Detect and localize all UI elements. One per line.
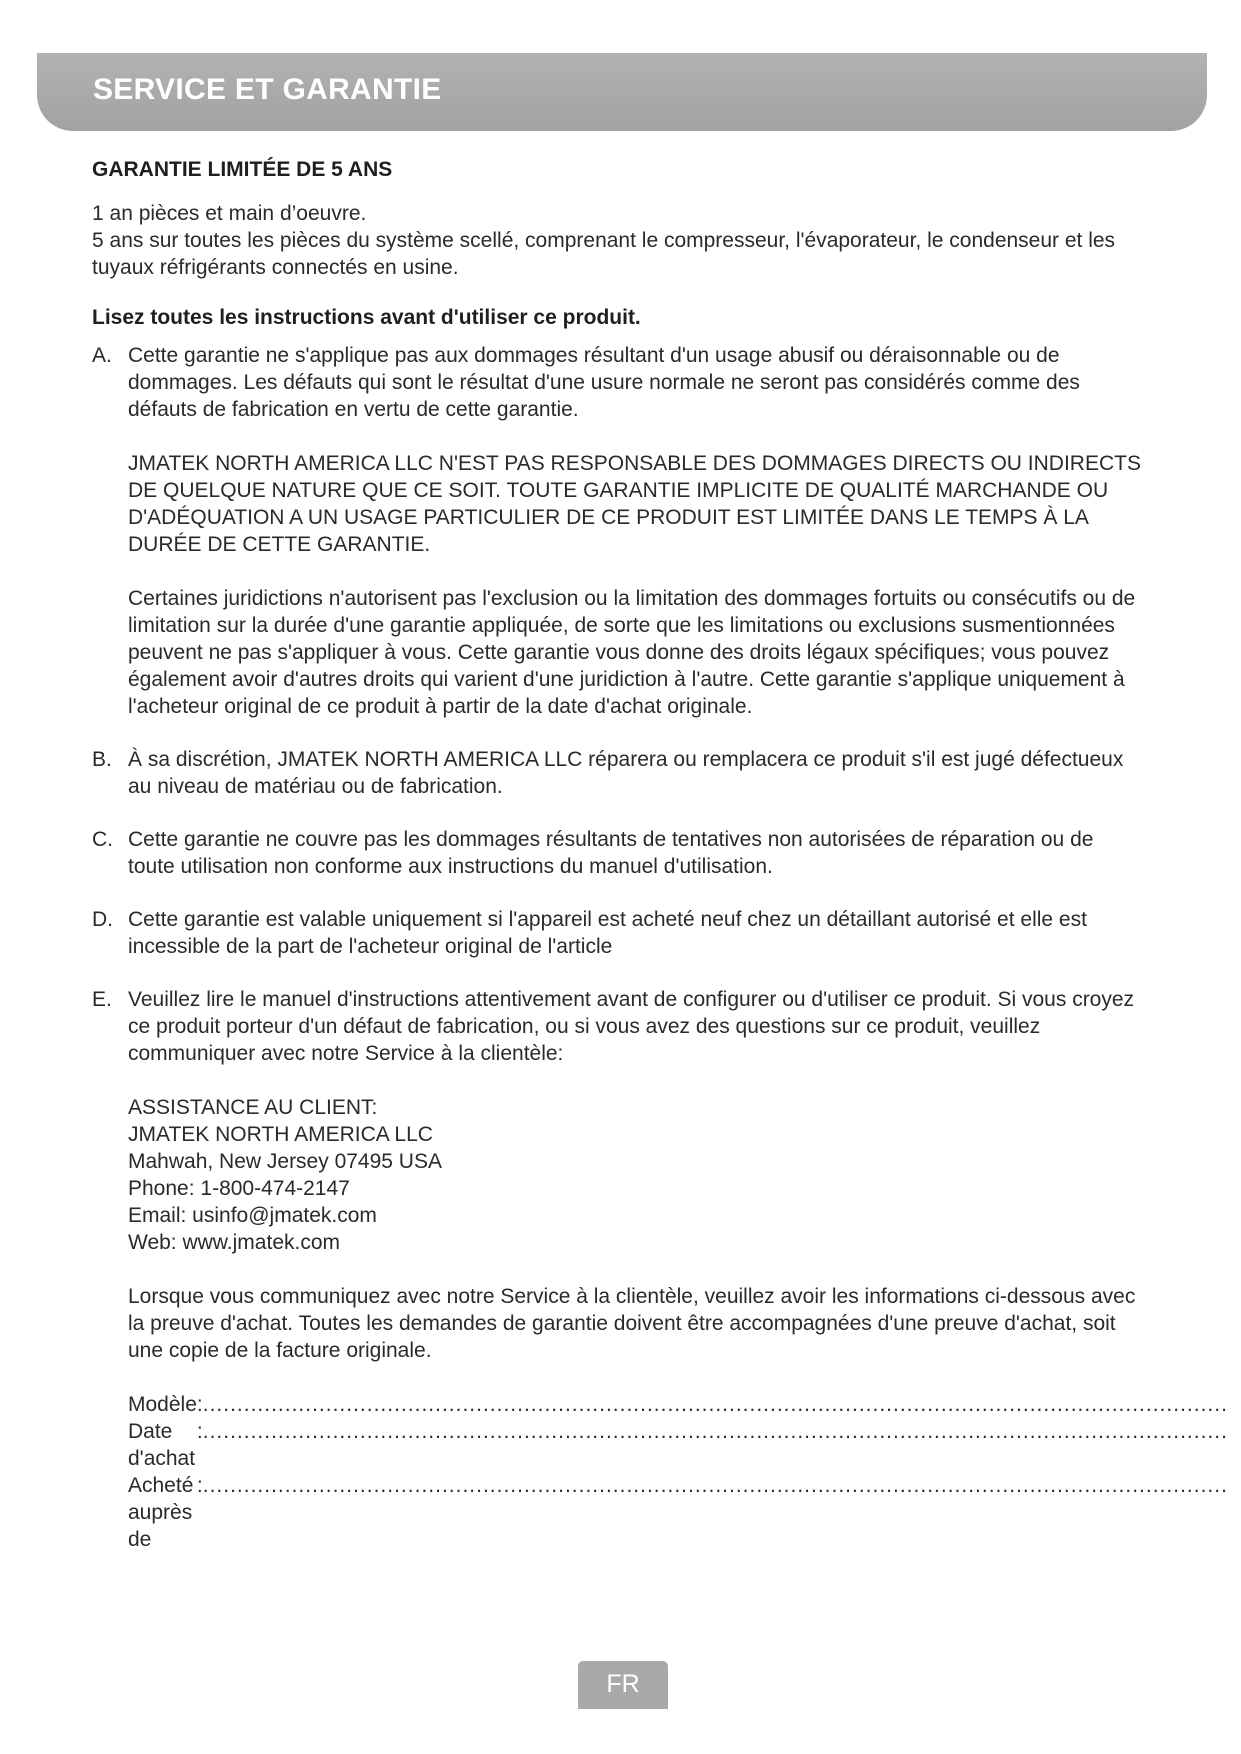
clause-letter: D.	[92, 908, 113, 931]
clause-d	[92, 906, 1142, 960]
clause-letter: E.	[92, 988, 112, 1011]
clause-paragraph: Veuillez lire le manuel d'instructions attentivement avant de configurer ou d'utiliser ce produit. Si vous croyez ce produit porteur d'un défaut de fabrication, ou si vous avez des questions sur ce produit, veuillez communiquer avec notre Service à la clientèle:	[128, 988, 1135, 1065]
purchase-info-form	[128, 1391, 1228, 1553]
clause-closing-paragraph: Lorsque vous communiquez avec notre Service à la clientèle, veuillez avoir les informations ci-dessous avec la preuve d'achat. Toutes les demandes de garantie doivent être accompagnées d'une preuve d'achat, soit une copie de la facture originale.	[128, 1285, 1136, 1362]
language-tab: FR	[578, 1661, 668, 1709]
form-fill-line-purchase-date: ......................................................................................................................................................	[202, 1420, 1228, 1443]
customer-contact-block	[128, 1094, 1142, 1256]
intro-sealed-system: 5 ans sur toutes les pièces du système scellé, comprenant le compresseur, l'évaporateur, le condenseur et les tuyaux réfrigérants connectés en usine.	[92, 229, 1116, 279]
clause-letter: B.	[92, 748, 112, 771]
form-row-purchase-date	[128, 1418, 1228, 1472]
clause-b	[92, 746, 1142, 800]
section-title: GARANTIE LIMITÉE DE 5 ANS	[92, 158, 393, 181]
contact-company: JMATEK NORTH AMERICA LLC	[128, 1123, 433, 1146]
form-fill-line-retailer: ......................................................................................................................................................	[202, 1474, 1228, 1497]
clause-paragraph: Cette garantie ne couvre pas les dommages résultants de tentatives non autorisées de réparation ou de toute utilisation non conforme aux instructions du manuel d'utilisation.	[128, 828, 1094, 878]
warranty-intro	[92, 200, 1142, 281]
form-label-purchase-date: Date d'achat	[128, 1420, 196, 1470]
contact-email: Email: usinfo@jmatek.com	[128, 1204, 377, 1227]
read-instructions-notice: Lisez toutes les instructions avant d'utiliser ce produit.	[92, 306, 641, 329]
form-label-retailer: Acheté auprès de	[128, 1474, 194, 1551]
contact-phone: Phone: 1-800-474-2147	[128, 1177, 350, 1200]
header-bar	[37, 53, 1207, 131]
form-label-model: Modèle	[128, 1393, 197, 1416]
contact-address: Mahwah, New Jersey 07495 USA	[128, 1150, 442, 1173]
contact-heading: ASSISTANCE AU CLIENT:	[128, 1096, 378, 1119]
clause-a	[92, 342, 1142, 720]
clause-e	[92, 986, 1228, 1553]
form-colon: :	[196, 1420, 203, 1443]
form-fill-line-model: ......................................................................................................................................................	[202, 1393, 1228, 1416]
clause-paragraph: À sa discrétion, JMATEK NORTH AMERICA LLC réparera ou remplacera ce produit s'il est jugé défectueux au niveau de matériau ou de fabrication.	[128, 748, 1124, 798]
form-row-retailer	[128, 1472, 1228, 1553]
clause-paragraph: Cette garantie est valable uniquement si l'appareil est acheté neuf chez un détaillant autorisé et elle est incessible de la part de l'acheteur original de l'article	[128, 908, 1087, 958]
form-row-model	[128, 1391, 1228, 1418]
warranty-content	[92, 158, 1228, 1579]
form-colon: :	[196, 1393, 203, 1416]
clause-letter: A.	[92, 344, 112, 367]
clause-paragraph: Certaines juridictions n'autorisent pas l'exclusion ou la limitation des dommages fortuits ou consécutifs ou de limitation sur la durée d'une garantie appliquée, de sorte que les limitations ou exclusions susmentionnées peuvent ne pas s'appliquer à vous. Cette garantie vous donne des droits légaux spécifiques; vous pouvez également avoir d'autres droits qui varient d'une juridiction à l'autre. Cette garantie s'applique uniquement à l'acheteur original de ce produit à partir de la date d'achat originale.	[128, 587, 1136, 718]
clause-paragraph: JMATEK NORTH AMERICA LLC N'EST PAS RESPONSABLE DES DOMMAGES DIRECTS OU INDIRECTS DE QUELQUE NATURE QUE CE SOIT. TOUTE GARANTIE IMPLICITE DE QUALITÉ MARCHANDE OU D'ADÉQUATION A UN USAGE PARTICULIER DE CE PRODUIT EST LIMITÉE DANS LE TEMPS À LA DURÉE DE CETTE GARANTIE.	[128, 452, 1141, 556]
intro-parts-labor: 1 an pièces et main d’oeuvre.	[92, 202, 367, 225]
clause-c	[92, 826, 1142, 880]
page-title: SERVICE ET GARANTIE	[93, 73, 442, 106]
contact-web: Web: www.jmatek.com	[128, 1231, 340, 1254]
form-colon: :	[196, 1474, 203, 1497]
clause-paragraph: Cette garantie ne s'applique pas aux dommages résultant d'un usage abusif ou déraisonnable ou de dommages. Les défauts qui sont le résultat d'une usure normale ne seront pas considérés comme des défauts de fabrication en vertu de cette garantie.	[128, 344, 1080, 421]
clause-letter: C.	[92, 828, 113, 851]
